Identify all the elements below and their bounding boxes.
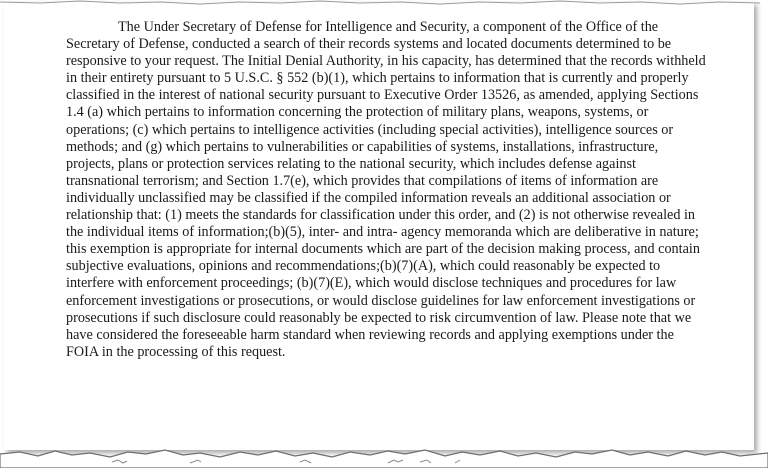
document-page [4,2,754,450]
torn-bottom-edge [0,440,768,468]
body-paragraph: The Under Secretary of Defense for Intelligence and Security, a component of the Office of the Secretary of Defense, conducted a search of their records systems and located documents determined to be responsive to your request. The Initial Denial Authority, in his capacity, has determined that the records withheld in their entirety pursuant to 5 U.S.C. § 552 (b)(1), which pertains to information that is currently and properly classified in the interest of national security pursuant to Executive Order 13526, as amended, applying Sections 1.4 (a) which pertains to information concerning the protection of military plans, weapons, systems, or operations; (c) which pertains to intelligence activities (including special activities), intelligence sources or methods; and (g) which pertains to vulnerabilities or capabilities of systems, installations, infrastructure, projects, plans or protection services relating to the national security, which includes defense against transnational terrorism; and Section 1.7(e), which provides that compilations of items of information are individually unclassified may be classified if the compiled information reveals an additional association or relationship that: (1) meets the standards for classification under this order, and (2) is not otherwise revealed in the individual items of information;(b)(5), inter- and intra- agency memoranda which are deliberative in nature; this exemption is appropriate for internal documents which are part of the decision making process, and contain subjective evaluations, opinions and recommendations;(b)(7)(A), which could reasonably be expected to interfere with enforcement proceedings; (b)(7)(E), which would disclose techniques and procedures for law enforcement investigations or prosecutions, or would disclose guidelines for law enforcement investigations or prosecutions if such disclosure could reasonably be expected to risk circumvention of law. Please note that we have considered the foreseeable harm standard when reviewing records and applying exemptions under the FOIA in the processing of this request. [66,19,706,360]
torn-top-edge [0,0,760,10]
